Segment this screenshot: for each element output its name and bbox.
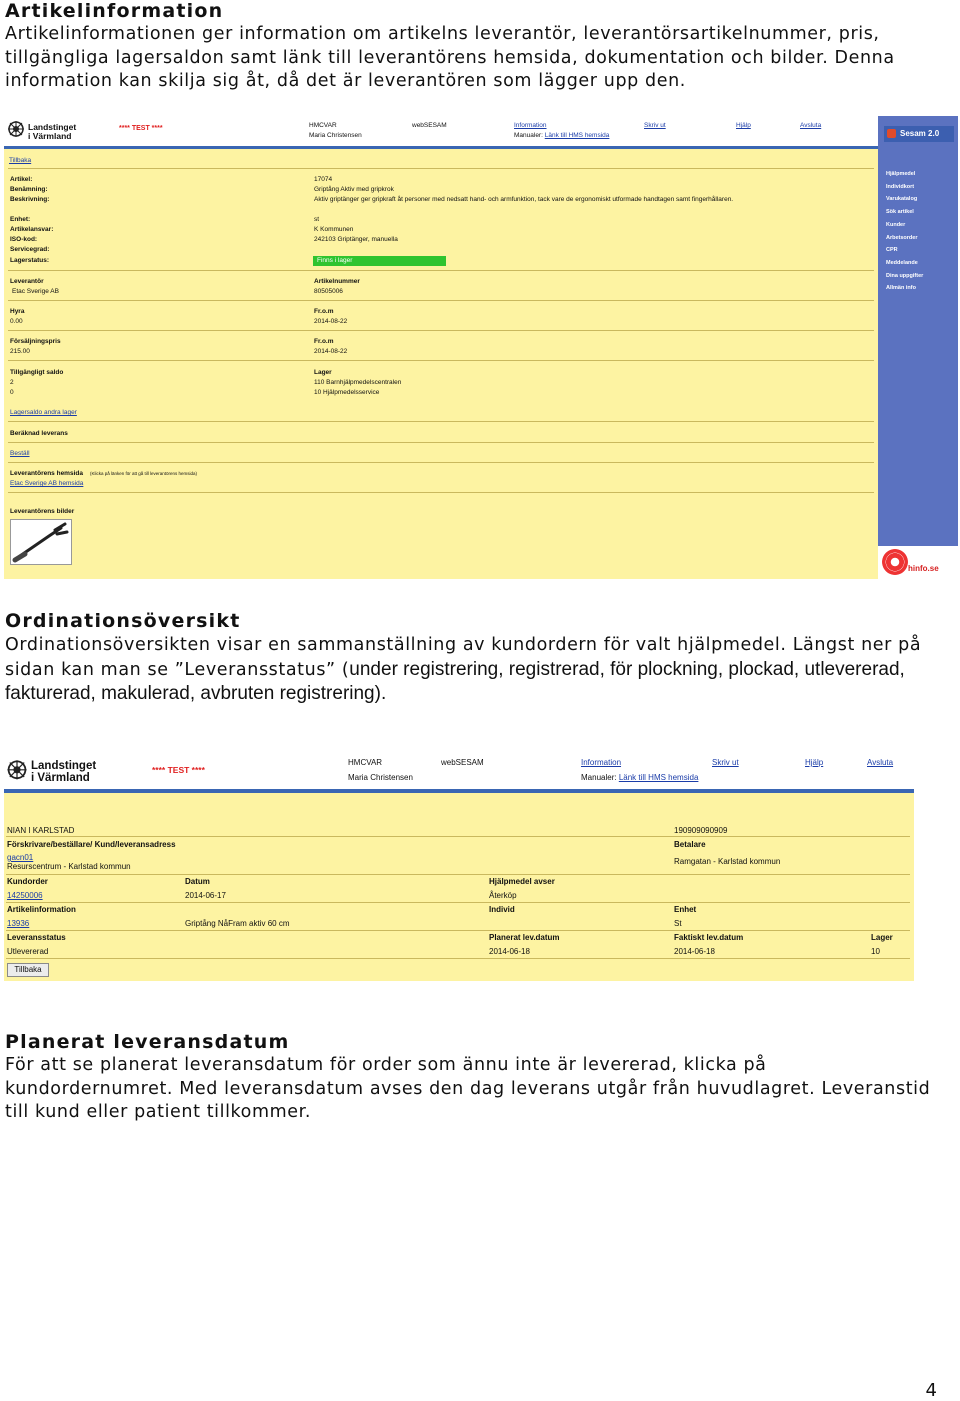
divider bbox=[6, 874, 910, 875]
flower-logo-icon bbox=[6, 759, 28, 783]
manual-link[interactable]: Länk till HMS hemsida bbox=[618, 773, 699, 782]
label-beraknad-leverans: Beräknad leverans bbox=[10, 430, 68, 437]
divider bbox=[8, 168, 874, 169]
reacher-grabber-icon bbox=[11, 520, 71, 564]
sidebar-nav bbox=[886, 168, 923, 295]
app-name: webSESAM bbox=[441, 758, 484, 767]
label-planerat-levdatum: Planerat lev.datum bbox=[489, 933, 560, 942]
value-leveransstatus: Utlevererad bbox=[7, 947, 49, 956]
divider bbox=[8, 492, 874, 493]
label-artikelansvar: Artikelansvar: bbox=[10, 226, 54, 233]
logout-link[interactable]: Avsluta bbox=[800, 122, 822, 129]
help-link[interactable]: Hjälp bbox=[736, 122, 751, 129]
divider bbox=[8, 300, 874, 301]
body-part-1: Ordinationsöversikten visar en sammanställning av kundordern för valt hjälpmedel. Längst ner på sidan kan man se ”Leveransstatus” ( bbox=[5, 635, 922, 680]
logo-text-line1: Landstinget bbox=[28, 122, 77, 132]
label-forskrivare: Förskrivare/beställare/ Kund/leveransadress bbox=[7, 840, 176, 849]
kundorder-link[interactable]: 14250006 bbox=[7, 891, 43, 900]
section-heading-planerat-leveransdatum: Planerat leveransdatum bbox=[5, 1031, 290, 1053]
value-lager: 110 Barnhjälpmedelscentralen bbox=[314, 379, 402, 386]
value-beskrivning: Aktiv griptänger ger gripkraft åt personer med nedsatt hand- och armfunktion, tack vare de ergonomiskt utformade handtagen samt fingerhållaren. bbox=[314, 196, 734, 203]
customer-personnr: 190909090909 bbox=[674, 826, 728, 835]
label-benamning: Benämning: bbox=[10, 186, 48, 193]
manual-prefix: Manualer: bbox=[581, 773, 617, 782]
value-lager: 10 Hjälpmedelsservice bbox=[314, 389, 380, 396]
test-label: **** TEST **** bbox=[152, 765, 205, 775]
divider bbox=[6, 930, 910, 931]
label-iso: ISO-kod: bbox=[10, 236, 38, 243]
manual-prefix: Manualer: bbox=[514, 132, 543, 139]
hemsida-note: (Klicka på länken för att gå till leverantörens hemsida) bbox=[90, 471, 198, 476]
sesam-badge-label: Sesam 2.0 bbox=[900, 129, 940, 138]
divider bbox=[8, 462, 874, 463]
print-link[interactable]: Skriv ut bbox=[712, 758, 739, 767]
sidebar-item[interactable]: Hjälpmedel bbox=[886, 171, 916, 177]
value-iso: 242103 Griptänger, manuella bbox=[314, 236, 398, 243]
value-saldo: 0 bbox=[10, 389, 14, 396]
value-leverantor: Etac Sverige AB bbox=[12, 288, 59, 295]
product-image[interactable] bbox=[10, 519, 72, 565]
landstinget-logo bbox=[6, 759, 106, 785]
divider bbox=[8, 360, 874, 361]
label-artikelnummer: Artikelnummer bbox=[314, 278, 360, 285]
label-faktiskt-levdatum: Faktiskt lev.datum bbox=[674, 933, 744, 942]
value-benamning: Griptång NåFram aktiv 60 cm bbox=[185, 919, 290, 928]
section-heading-artikelinformation: Artikelinformation bbox=[5, 0, 224, 22]
flower-logo-icon bbox=[7, 120, 25, 140]
logo-text-line2: i Värmland bbox=[28, 131, 72, 141]
manual-row bbox=[514, 132, 609, 139]
section-body-ordinationsoversikt bbox=[5, 634, 940, 707]
label-enhet: Enhet bbox=[674, 905, 697, 914]
section-body-artikelinformation: Artikelinformationen ger information om artikelns leverantör, leverantörsartikelnummer, pris, tillgängliga lagersaldon samt länk till leverantörens hemsida, dokumentation och bilder. Denna information kan skilja sig åt, då det är leverantören som lägger upp den. bbox=[5, 24, 895, 91]
sidebar-item[interactable]: Varukatalog bbox=[886, 196, 918, 203]
label-artikel: Artikel: bbox=[10, 176, 33, 183]
test-label: **** TEST **** bbox=[119, 125, 163, 132]
label-tillgangligt-saldo: Tillgängligt saldo bbox=[10, 369, 64, 376]
label-beskrivning: Beskrivning: bbox=[10, 196, 50, 203]
forskrivare-code-link[interactable]: gacn01 bbox=[7, 853, 34, 862]
forskrivare-name: Resurscentrum - Karlstad kommun bbox=[7, 862, 131, 871]
label-lager: Lager bbox=[314, 369, 332, 376]
sidebar-item[interactable]: Individkort bbox=[886, 183, 915, 190]
app-code: HMCVAR bbox=[348, 758, 383, 767]
label-datum: Datum bbox=[185, 877, 210, 886]
stock-status-badge bbox=[313, 256, 446, 266]
landstinget-logo bbox=[7, 120, 85, 142]
value-hjalpmedel-avser: Återköp bbox=[489, 891, 517, 900]
manual-link[interactable]: Länk till HMS hemsida bbox=[544, 132, 610, 139]
value-faktiskt-levdatum: 2014-06-18 bbox=[674, 947, 715, 956]
back-button[interactable]: Tillbaka bbox=[7, 963, 49, 977]
divider bbox=[8, 442, 874, 443]
label-from-pris: Fr.o.m bbox=[314, 338, 334, 345]
betalare-value: Ramgatan - Karlstad kommun bbox=[674, 857, 781, 866]
label-lager: Lager bbox=[871, 933, 893, 942]
user-name: Maria Christensen bbox=[348, 773, 413, 782]
manual-row bbox=[581, 773, 698, 782]
logo-text-line2: i Värmland bbox=[31, 772, 90, 784]
value-artikelnummer: 80505006 bbox=[314, 288, 343, 295]
screenshot-article-info bbox=[4, 116, 958, 579]
value-benamning: Griptång Aktiv med gripkrok bbox=[314, 186, 394, 193]
stock-status-text: Finns i lager bbox=[317, 257, 353, 264]
divider bbox=[8, 330, 874, 331]
label-enhet: Enhet: bbox=[10, 216, 31, 223]
section-heading-ordinationsoversikt: Ordinationsöversikt bbox=[5, 610, 241, 632]
value-artikel: 17074 bbox=[314, 176, 333, 183]
divider bbox=[6, 902, 910, 903]
logout-link[interactable]: Avsluta bbox=[867, 758, 894, 767]
value-from-hyra: 2014-08-22 bbox=[314, 318, 348, 325]
label-leverantorens-hemsida: Leverantörens hemsida bbox=[10, 470, 83, 477]
label-hyra: Hyra bbox=[10, 308, 25, 315]
body-part-2: under registrering, registrerad, för plockning, plockad, utlevererad, fakturerad, makulerad, avbruten registrering). bbox=[5, 658, 905, 704]
logo-text-line1: Landstinget bbox=[31, 760, 97, 772]
app-header bbox=[4, 755, 914, 793]
section-body-planerat-leveransdatum: För att se planerat leveransdatum för order som ännu inte är levererad, klicka på kundordernumret. Med leveransdatum avses den dag leverans utgår från huvudlagret. Leveranstid till kund eller patient tillkommer. bbox=[5, 1055, 931, 1122]
label-hjalpmedel-avser: Hjälpmedel avser bbox=[489, 877, 555, 886]
value-planerat-levdatum: 2014-06-18 bbox=[489, 947, 530, 956]
label-leveransstatus: Leveransstatus bbox=[7, 933, 66, 942]
customer-name: NIAN I KARLSTAD bbox=[7, 826, 75, 835]
app-code: HMCVAR bbox=[309, 122, 337, 129]
label-betalare: Betalare bbox=[674, 840, 706, 849]
sesam-badge bbox=[884, 126, 954, 142]
value-forsaljningspris: 215.00 bbox=[10, 348, 30, 355]
lagersaldo-link[interactable]: Lagersaldo andra lager bbox=[10, 409, 77, 416]
value-enhet: st bbox=[314, 216, 320, 223]
label-forsaljningspris: Försäljningspris bbox=[10, 338, 61, 345]
divider bbox=[8, 421, 874, 422]
value-datum: 2014-06-17 bbox=[185, 891, 226, 900]
sesam-logo-icon bbox=[887, 129, 896, 138]
sidebar-item[interactable]: Allmän info bbox=[886, 285, 916, 292]
information-link[interactable]: Information bbox=[581, 758, 622, 767]
hinfo-flower-icon bbox=[882, 549, 908, 575]
value-from-pris: 2014-08-22 bbox=[314, 348, 348, 355]
label-servicegrad: Servicegrad: bbox=[10, 246, 50, 253]
divider bbox=[6, 836, 910, 837]
help-link[interactable]: Hjälp bbox=[805, 758, 824, 767]
back-link[interactable]: Tillbaka bbox=[9, 157, 32, 164]
screenshot-order-overview bbox=[4, 755, 914, 981]
value-saldo: 2 bbox=[10, 379, 14, 386]
label-leverantor: Leverantör bbox=[10, 278, 44, 285]
value-lager: 10 bbox=[871, 947, 880, 956]
bestall-link[interactable]: Beställ bbox=[10, 450, 30, 457]
hinfo-logo bbox=[878, 546, 958, 579]
user-name: Maria Christensen bbox=[309, 132, 362, 139]
sidebar-item[interactable]: Sök artikel bbox=[886, 209, 914, 216]
artikel-link[interactable]: 13936 bbox=[7, 919, 30, 928]
value-enhet: St bbox=[674, 919, 682, 928]
label-kundorder: Kundorder bbox=[7, 877, 48, 886]
print-link[interactable]: Skriv ut bbox=[644, 122, 666, 129]
sidebar-item[interactable]: Arbetsorder bbox=[886, 234, 918, 241]
app-header bbox=[4, 116, 878, 149]
label-artikelinformation: Artikelinformation bbox=[7, 905, 76, 914]
page-number: 4 bbox=[925, 1380, 937, 1401]
app-name: webSESAM bbox=[412, 122, 447, 129]
label-lagerstatus: Lagerstatus: bbox=[10, 257, 50, 264]
sidebar-item[interactable]: CPR bbox=[886, 247, 898, 254]
divider bbox=[8, 270, 874, 271]
supplier-website-link[interactable]: Etac Sverige AB hemsida bbox=[10, 480, 84, 487]
label-from-hyra: Fr.o.m bbox=[314, 308, 334, 315]
hinfo-text: hinfo.se bbox=[908, 564, 939, 573]
label-individ: Individ bbox=[489, 905, 515, 914]
sidebar-item[interactable]: Meddelande bbox=[886, 259, 918, 266]
divider bbox=[6, 958, 910, 959]
value-hyra: 0.00 bbox=[10, 318, 23, 325]
sidebar-item[interactable]: Kunder bbox=[886, 221, 906, 228]
label-leverantorens-bilder: Leverantörens bilder bbox=[10, 508, 75, 515]
information-link[interactable]: Information bbox=[514, 122, 547, 129]
sidebar-item[interactable]: Dina uppgifter bbox=[886, 272, 924, 279]
value-artikelansvar: K Kommunen bbox=[314, 226, 354, 233]
